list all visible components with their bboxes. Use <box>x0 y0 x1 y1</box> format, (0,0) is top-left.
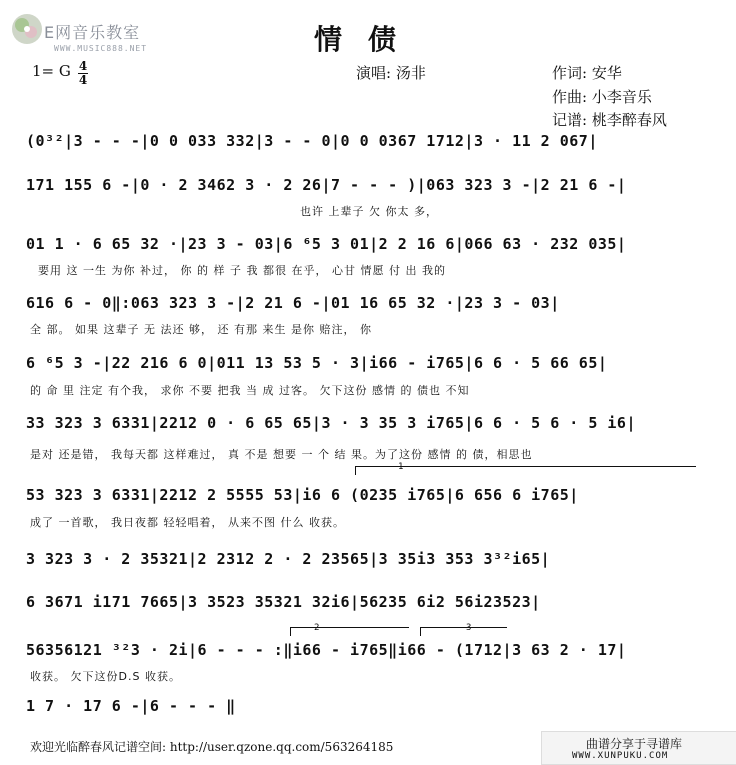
lyric-line-2: 也许 上辈子 欠 你太 多， <box>300 205 438 218</box>
stamp-text: 曲谱分享于寻谱库 <box>586 737 683 751</box>
time-signature-top: 4 <box>78 59 88 73</box>
volta-number-2: 2 <box>314 623 320 633</box>
lyric-line-10: 收获。 欠下这份D.S 收获。 <box>30 670 181 683</box>
lyric-line-5: 的 命 里 注定 有个我， 求你 不要 把我 当 成 过客。 欠下这份 感情 的 债也 不知 <box>30 384 470 397</box>
singer: 演唱: 汤非 <box>356 64 426 82</box>
transcriber: 记谱: 桃李醉春风 <box>552 111 667 129</box>
watermark-stamp <box>541 731 736 765</box>
score-line-7: 53 323 3 6331|2212 2 5555 53|i6 6 (0235 i765|6 656 6 i765| <box>26 486 579 504</box>
score-line-11: 1 7 · 17 6 -|6 - - - ‖ <box>26 697 236 715</box>
site-logo-name: E网音乐教室 <box>44 23 141 42</box>
key-signature: 1= G <box>32 62 71 80</box>
lyricist: 作词: 安华 <box>552 64 622 82</box>
score-line-4: 616 6 - 0‖:063 323 3 -|2 21 6 -|01 16 65 32 ·|23 3 - 03| <box>26 294 560 312</box>
score-line-1: (0³²|3 - - -|0 0 033 332|3 - - 0|0 0 0367 1712|3 · 11 2 067| <box>26 132 598 150</box>
time-signature <box>78 60 88 86</box>
lyric-line-3: 要用 这 一生 为你 补过， 你 的 样 子 我 都很 在乎， 心甘 情愿 付 出 我的 <box>38 264 446 277</box>
volta-bracket-3 <box>420 627 507 636</box>
volta-bracket-2 <box>290 627 409 636</box>
score-line-5: 6 ⁶5 3 -|22 216 6 0|011 13 53 5 · 3|i66 - i765|6 6 · 5 66 65| <box>26 354 608 372</box>
volta-number-3: 3 <box>466 623 472 633</box>
lyric-line-6: 是对 还是错， 我每天都 这样难过， 真 不是 想要 一 个 结 果。为了这份 感情 的 债，相思也 <box>30 448 533 461</box>
song-title: 情债 <box>313 23 422 56</box>
score-line-6: 33 323 3 6331|2212 0 · 6 65 65|3 · 3 35 3 i765|6 6 · 5 6 · 5 i6| <box>26 414 636 432</box>
volta-bracket-1 <box>355 466 696 475</box>
time-signature-bottom: 4 <box>78 73 88 87</box>
lyric-line-4: 全 部。 如果 这辈子 无 法还 够， 还 有那 来生 是你 赔注， 你 <box>30 323 372 336</box>
volta-number-1: 1 <box>398 462 404 472</box>
site-logo-url: WWW.MUSIC888.NET <box>54 44 148 53</box>
stamp-url: WWW.XUNPUKU.COM <box>572 751 669 761</box>
score-line-3: 01 1 · 6 65 32 ·|23 3 - 03|6 ⁶5 3 01|2 2 16 6|066 63 · 232 035| <box>26 235 627 253</box>
score-line-8: 3 323 3 · 2 35321|2 2312 2 · 2 23565|3 35i3 353 3³²i65| <box>26 550 551 568</box>
footer-text: 欢迎光临醉春风记谱空间: http://user.qzone.qq.com/563264185 <box>30 740 394 754</box>
score-line-9: 6 3671 i171 7665|3 3523 35321 32i6|56235 6i2 56i23523| <box>26 593 541 611</box>
score-line-10: 56356121 ³²3 · 2i|6 - - - :‖i66 - i765‖i66 - (1712|3 63 2 · 17| <box>26 641 627 659</box>
score-line-2: 171 155 6 -|0 · 2 3462 3 · 2 26|7 - - - )|063 323 3 -|2 21 6 -| <box>26 176 627 194</box>
lyric-line-7: 成了 一首歌， 我日夜都 轻轻唱着， 从来不图 什么 收获。 <box>30 516 345 529</box>
composer: 作曲: 小李音乐 <box>552 88 652 106</box>
